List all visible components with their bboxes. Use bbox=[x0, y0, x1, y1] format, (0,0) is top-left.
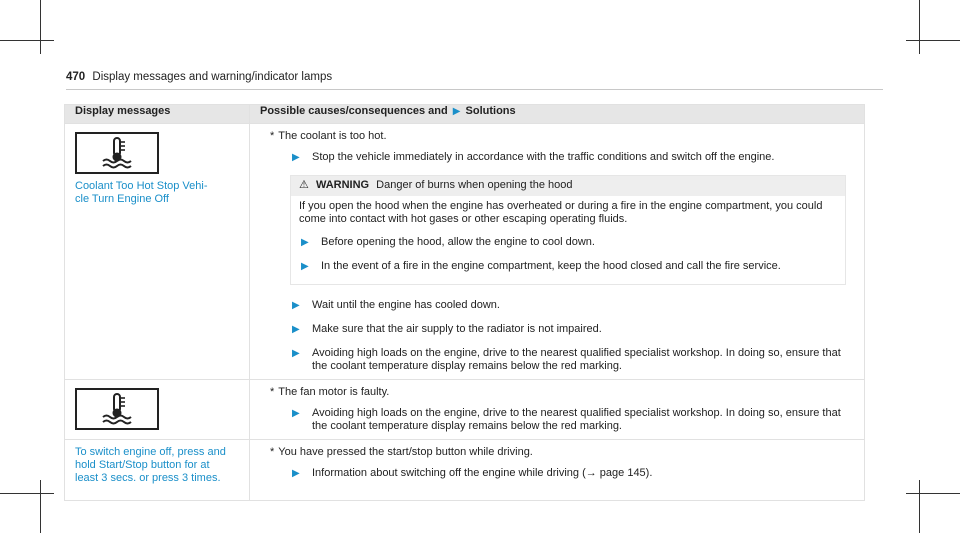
solution-step: ▶ Avoiding high loads on the engine, drive to the nearest qualified specialist workshop. In doing so, ensure that the coolant temperature display remains below the red marking. bbox=[292, 347, 841, 372]
crop-mark bbox=[919, 0, 920, 54]
play-arrow-icon: ▶ bbox=[301, 237, 309, 248]
coolant-temperature-icon bbox=[75, 132, 159, 174]
warning-subtitle: Danger of burns when opening the hood bbox=[376, 179, 573, 191]
column-header-display: Display messages bbox=[65, 105, 250, 124]
display-message-cell bbox=[65, 440, 250, 501]
play-arrow-icon: ▶ bbox=[292, 324, 300, 335]
table-row bbox=[65, 440, 865, 501]
warning-text: If you open the hood when the engine has overheated or during a fire in the engine compartment, you could come into contact with hot gases or other escaping operating fluids. bbox=[299, 200, 823, 225]
cause-item: * The fan motor is faulty. bbox=[270, 386, 390, 398]
warning-header bbox=[291, 176, 845, 196]
causes-solutions-cell bbox=[250, 440, 865, 501]
coolant-temperature-icon bbox=[75, 388, 159, 430]
table-row bbox=[65, 124, 865, 380]
crop-mark bbox=[0, 40, 54, 41]
display-message-text: Coolant Too Hot Stop Vehi- cle Turn Engine Off bbox=[75, 180, 208, 205]
crop-mark bbox=[0, 493, 54, 494]
cause-item: * You have pressed the start/stop button while driving. bbox=[270, 446, 533, 458]
header-divider bbox=[66, 89, 883, 90]
warning-step: ▶ In the event of a fire in the engine compartment, keep the hood closed and call the fire service. bbox=[301, 260, 781, 272]
warning-box bbox=[290, 175, 846, 285]
display-message-cell bbox=[65, 380, 250, 440]
display-message-cell bbox=[65, 124, 250, 380]
column-header-causes: Possible causes/consequences and ▶ Solutions bbox=[250, 105, 865, 124]
bullet-star: * bbox=[270, 386, 275, 398]
table-header-row bbox=[65, 105, 865, 124]
page-header bbox=[66, 71, 332, 83]
page-title: Display messages and warning/indicator lamps bbox=[92, 71, 333, 83]
crop-mark bbox=[40, 0, 41, 54]
solution-step: ▶ Make sure that the air supply to the radiator is not impaired. bbox=[292, 323, 602, 335]
play-arrow-icon: ▶ bbox=[292, 408, 300, 419]
page-number: 470 bbox=[66, 71, 86, 83]
solution-step: ▶ Avoiding high loads on the engine, drive to the nearest qualified specialist workshop. In doing so, ensure that the coolant temperature display remains below the red marking. bbox=[292, 407, 841, 432]
warning-title: WARNING bbox=[315, 179, 370, 191]
solution-step: ▶ Stop the vehicle immediately in accordance with the traffic conditions and switch off the engine. bbox=[292, 151, 775, 163]
crop-mark bbox=[906, 40, 960, 41]
crop-mark bbox=[906, 493, 960, 494]
table-row bbox=[65, 380, 865, 440]
solution-step: ▶ Wait until the engine has cooled down. bbox=[292, 299, 500, 311]
bullet-star: * bbox=[270, 446, 275, 458]
warning-body bbox=[291, 196, 845, 273]
display-message-text: To switch engine off, press and hold Start/Stop button for at least 3 secs. or press 3 times. bbox=[75, 446, 226, 484]
causes-solutions-cell bbox=[250, 380, 865, 440]
play-arrow-icon: ▶ bbox=[292, 468, 300, 479]
crop-mark bbox=[919, 480, 920, 533]
play-arrow-icon: ▶ bbox=[301, 261, 309, 272]
solution-step: ▶ Information about switching off the engine while driving (→ page 145). bbox=[292, 467, 653, 479]
warning-triangle-icon: ⚠ bbox=[299, 179, 309, 191]
play-arrow-icon: ▶ bbox=[292, 348, 300, 359]
cause-item: * The coolant is too hot. bbox=[270, 130, 387, 142]
play-arrow-icon: ▶ bbox=[452, 106, 461, 117]
warning-step: ▶ Before opening the hood, allow the engine to cool down. bbox=[301, 236, 595, 248]
crop-mark bbox=[40, 480, 41, 533]
display-messages-table bbox=[64, 104, 865, 501]
cross-reference-arrow: → bbox=[585, 467, 597, 479]
cross-reference-link[interactable]: page 145). bbox=[599, 467, 653, 479]
play-arrow-icon: ▶ bbox=[292, 152, 300, 163]
bullet-star: * bbox=[270, 130, 275, 142]
causes-solutions-cell bbox=[250, 124, 865, 380]
play-arrow-icon: ▶ bbox=[292, 300, 300, 311]
